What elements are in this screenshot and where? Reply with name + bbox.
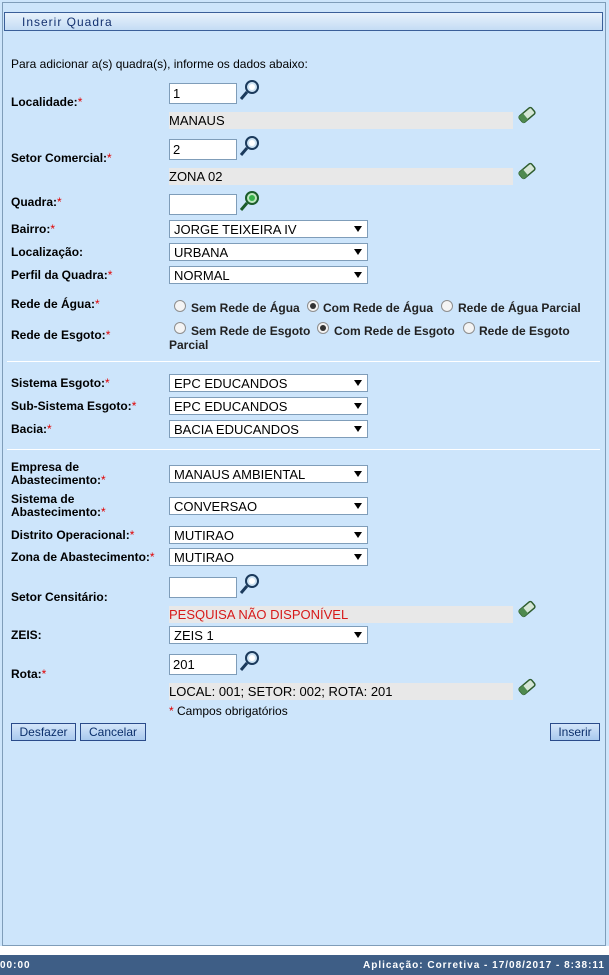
quadra-label: Quadra:* [11,195,62,209]
status-bar [0,955,609,975]
zeis-label: ZEIS: [11,628,42,642]
radio-label: Com Rede de Esgoto [334,324,455,338]
radio-label: Sem Rede de Esgoto [191,324,311,338]
radio-label: Rede de Esgoto [479,324,570,338]
zeis-select[interactable]: ZEIS 1 [169,626,368,644]
chevron-down-icon [354,380,362,386]
chevron-down-icon [354,226,362,232]
localizacao-label: Localização: [11,245,84,259]
localizacao-select[interactable]: URBANA [169,243,368,261]
search-icon[interactable] [239,79,263,101]
sistema-abastecimento-label: Sistema de Abastecimento:* [11,492,106,519]
chevron-down-icon [354,532,362,538]
setor-censitario-label: Setor Censitário: [11,590,108,604]
footer-gap [0,946,609,955]
eraser-icon[interactable] [516,105,538,125]
radio-label: Sem Rede de Água [191,301,300,315]
sistema-esgoto-label: Sistema Esgoto:* [11,376,110,390]
setor-comercial-description: ZONA 02 [169,168,513,185]
inserir-button[interactable]: Inserir [550,723,600,741]
chevron-down-icon [354,471,362,477]
radio-rede-agua-parcial[interactable] [441,300,453,312]
search-icon[interactable] [239,650,263,672]
chevron-down-icon [354,426,362,432]
setor-comercial-label: Setor Comercial:* [11,151,112,165]
distrito-operacional-label: Distrito Operacional:* [11,528,135,542]
page-title: Inserir Quadra [22,15,113,29]
perfil-quadra-label: Perfil da Quadra:* [11,268,113,282]
localidade-input[interactable] [169,83,237,104]
chevron-down-icon [354,272,362,278]
setor-censitario-description: PESQUISA NÃO DISPONÍVEL [169,606,513,623]
radio-sem-rede-esgoto[interactable] [174,322,186,334]
rota-input[interactable] [169,654,237,675]
rota-label: Rota:* [11,667,47,681]
bacia-select[interactable]: BACIA EDUCANDOS [169,420,368,438]
rede-esgoto-label: Rede de Esgoto:* [11,328,111,342]
radio-label: Com Rede de Água [323,301,434,315]
radio-sem-rede-agua[interactable] [174,300,186,312]
add-search-icon[interactable] [239,190,263,212]
zona-abastecimento-select[interactable]: MUTIRAO [169,548,368,566]
search-icon[interactable] [239,573,263,595]
subsistema-esgoto-select[interactable]: EPC EDUCANDOS [169,397,368,415]
bairro-label: Bairro:* [11,222,56,236]
setor-censitario-input[interactable] [169,577,237,598]
sistema-esgoto-select[interactable]: EPC EDUCANDOS [169,374,368,392]
search-icon[interactable] [239,135,263,157]
rede-agua-label: Rede de Água:* [11,297,100,311]
bairro-select[interactable]: JORGE TEIXEIRA IV [169,220,368,238]
required-note: * Campos obrigatórios [169,704,288,718]
chevron-down-icon [354,403,362,409]
quadra-input[interactable] [169,194,237,215]
radio-label-continuation: Parcial [169,338,209,352]
empresa-abastecimento-select[interactable]: MANAUS AMBIENTAL [169,465,368,483]
cancelar-button[interactable]: Cancelar [80,723,146,741]
localidade-label: Localidade:* [11,95,83,109]
rota-description: LOCAL: 001; SETOR: 002; ROTA: 201 [169,683,513,700]
status-time: 00:00 [0,960,31,971]
divider [7,361,600,362]
radio-label: Rede de Água Parcial [458,301,581,315]
sistema-abastecimento-select[interactable]: CONVERSAO [169,497,368,515]
divider [7,449,600,450]
chevron-down-icon [354,503,362,509]
perfil-quadra-select[interactable]: NORMAL [169,266,368,284]
distrito-operacional-select[interactable]: MUTIRAO [169,526,368,544]
status-app-info: Aplicação: Corretiva - 17/08/2017 - 8:38:11 [363,960,605,971]
chevron-down-icon [354,554,362,560]
setor-comercial-input[interactable] [169,139,237,160]
empresa-abastecimento-label: Empresa de Abastecimento:* [11,460,106,487]
zona-abastecimento-label: Zona de Abastecimento:* [11,550,155,564]
subsistema-esgoto-label: Sub-Sistema Esgoto:* [11,399,137,413]
localidade-description: MANAUS [169,112,513,129]
bacia-label: Bacia:* [11,422,52,436]
eraser-icon[interactable] [516,599,538,619]
desfazer-button[interactable]: Desfazer [11,723,76,741]
radio-com-rede-agua[interactable] [307,300,319,312]
radio-rede-esgoto-parcial[interactable] [463,322,475,334]
intro-text: Para adicionar a(s) quadra(s), informe os dados abaixo: [11,57,308,71]
eraser-icon[interactable] [516,677,538,697]
radio-com-rede-esgoto[interactable] [317,322,329,334]
chevron-down-icon [354,632,362,638]
eraser-icon[interactable] [516,161,538,181]
chevron-down-icon [354,249,362,255]
title-bar [4,12,603,31]
